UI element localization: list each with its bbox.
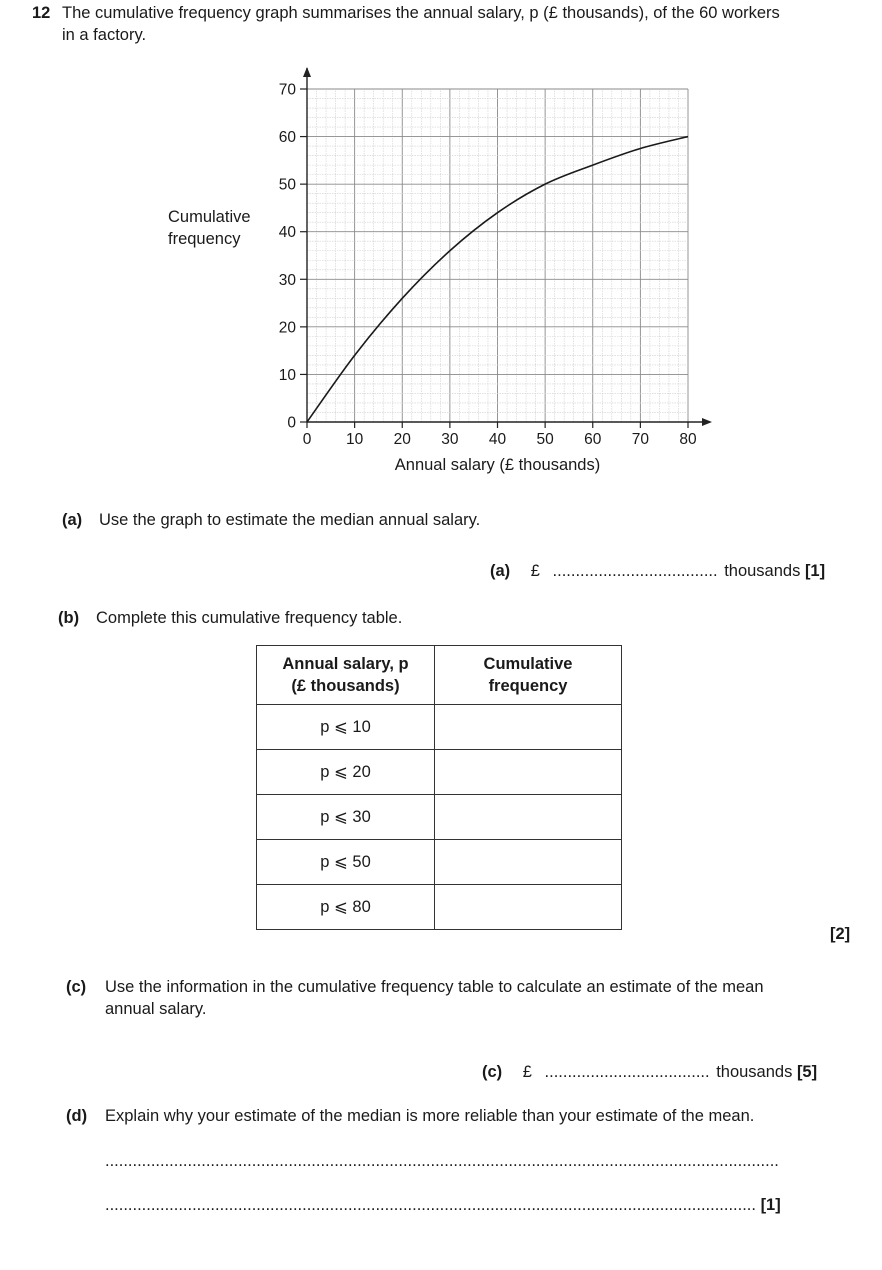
x-tick-label: 60 bbox=[584, 431, 602, 448]
table-cell-cumfreq-input[interactable] bbox=[435, 705, 622, 750]
y-tick-label: 60 bbox=[278, 129, 296, 147]
table-header-salary-line1: Annual salary, p bbox=[282, 655, 409, 673]
table-cell-salary: p ⩽ 10 bbox=[257, 705, 435, 750]
cumulative-frequency-table bbox=[256, 645, 622, 930]
y-axis-arrow bbox=[303, 67, 311, 77]
x-tick-label: 70 bbox=[631, 431, 649, 448]
table-header-cumfreq-line1: Cumulative bbox=[483, 655, 573, 673]
part-b-marks: [2] bbox=[830, 925, 851, 943]
chart-ylabel-line1: Cumulative bbox=[168, 208, 251, 226]
x-tick-label: 0 bbox=[302, 431, 312, 448]
table-cell-salary: p ⩽ 30 bbox=[257, 795, 435, 840]
part-a-currency: £ bbox=[530, 562, 540, 580]
cumulative-frequency-chart bbox=[160, 62, 720, 482]
part-c-currency: £ bbox=[522, 1063, 532, 1081]
y-tick-label: 0 bbox=[287, 414, 296, 432]
chart-xlabel: Annual salary (£ thousands) bbox=[394, 456, 601, 474]
part-c-text-line2: annual salary. bbox=[105, 1000, 207, 1018]
x-tick-label: 20 bbox=[393, 431, 411, 448]
y-tick-label: 10 bbox=[278, 366, 296, 384]
table-row bbox=[257, 840, 622, 885]
part-d-marks: [1] bbox=[760, 1196, 781, 1214]
part-a-label: (a) bbox=[62, 511, 83, 529]
question-intro-line2: in a factory. bbox=[62, 26, 147, 44]
part-c-text-line1: Use the information in the cumulative frequency table to calculate an estimate of the mean bbox=[105, 978, 764, 996]
table-header-salary-line2: (£ thousands) bbox=[291, 677, 400, 695]
table-header-cumfreq bbox=[435, 646, 622, 705]
part-d-label: (d) bbox=[66, 1107, 88, 1125]
table-cell-cumfreq-input[interactable] bbox=[435, 885, 622, 930]
question-number: 12 bbox=[32, 4, 51, 22]
part-d-answer-dots[interactable]: .............................................................................................................................................. bbox=[105, 1196, 756, 1214]
x-axis-arrow bbox=[702, 418, 712, 426]
part-a-answer-line[interactable] bbox=[490, 562, 825, 581]
part-c-answer-label: (c) bbox=[482, 1063, 503, 1081]
part-d-answer-line1[interactable]: ................................................................................................................................................... bbox=[105, 1152, 779, 1170]
y-tick-label: 70 bbox=[278, 81, 296, 99]
x-tick-label: 50 bbox=[536, 431, 554, 448]
table-cell-cumfreq-input[interactable] bbox=[435, 795, 622, 840]
part-c-marks: [5] bbox=[796, 1063, 818, 1081]
part-a-marks: [1] bbox=[804, 562, 826, 580]
chart-ylabel-line2: frequency bbox=[168, 230, 241, 248]
part-b-text: Complete this cumulative frequency table. bbox=[96, 609, 403, 627]
table-cell-cumfreq-input[interactable] bbox=[435, 750, 622, 795]
chart-grid bbox=[307, 89, 688, 422]
table-cell-salary: p ⩽ 80 bbox=[257, 885, 435, 930]
x-tick-label: 40 bbox=[488, 431, 507, 448]
question-intro-line1: The cumulative frequency graph summarises the annual salary, p (£ thousands), of the 60 workers bbox=[62, 4, 780, 22]
table-cell-salary: p ⩽ 50 bbox=[257, 840, 435, 885]
part-a-unit: thousands bbox=[724, 562, 801, 580]
table-cell-cumfreq-input[interactable] bbox=[435, 840, 622, 885]
part-a-answer-label: (a) bbox=[490, 562, 511, 580]
x-tick-label: 80 bbox=[679, 431, 697, 448]
table-row bbox=[257, 885, 622, 930]
part-a-text: Use the graph to estimate the median annual salary. bbox=[99, 511, 481, 529]
y-tick-label: 40 bbox=[278, 224, 296, 242]
table-header-salary bbox=[257, 646, 435, 705]
part-d-text: Explain why your estimate of the median is more reliable than your estimate of the mean. bbox=[105, 1107, 755, 1125]
y-tick-label: 20 bbox=[278, 319, 296, 337]
part-c-label: (c) bbox=[66, 978, 87, 996]
part-b-label: (b) bbox=[58, 609, 80, 627]
y-tick-label: 50 bbox=[278, 176, 296, 194]
x-tick-label: 10 bbox=[346, 431, 364, 448]
y-tick-label: 30 bbox=[278, 271, 296, 289]
x-tick-label: 30 bbox=[441, 431, 459, 448]
part-d-answer-line2[interactable] bbox=[105, 1196, 781, 1215]
table-row bbox=[257, 705, 622, 750]
part-c-unit: thousands bbox=[716, 1063, 793, 1081]
part-a-answer-dots[interactable]: .................................... bbox=[552, 562, 718, 580]
part-c-answer-line[interactable] bbox=[482, 1063, 817, 1082]
table-row bbox=[257, 795, 622, 840]
part-c-answer-dots[interactable]: .................................... bbox=[544, 1063, 710, 1081]
table-header-cumfreq-line2: frequency bbox=[488, 677, 568, 695]
table-row bbox=[257, 750, 622, 795]
table-header-row bbox=[257, 646, 622, 705]
table-cell-salary: p ⩽ 20 bbox=[257, 750, 435, 795]
